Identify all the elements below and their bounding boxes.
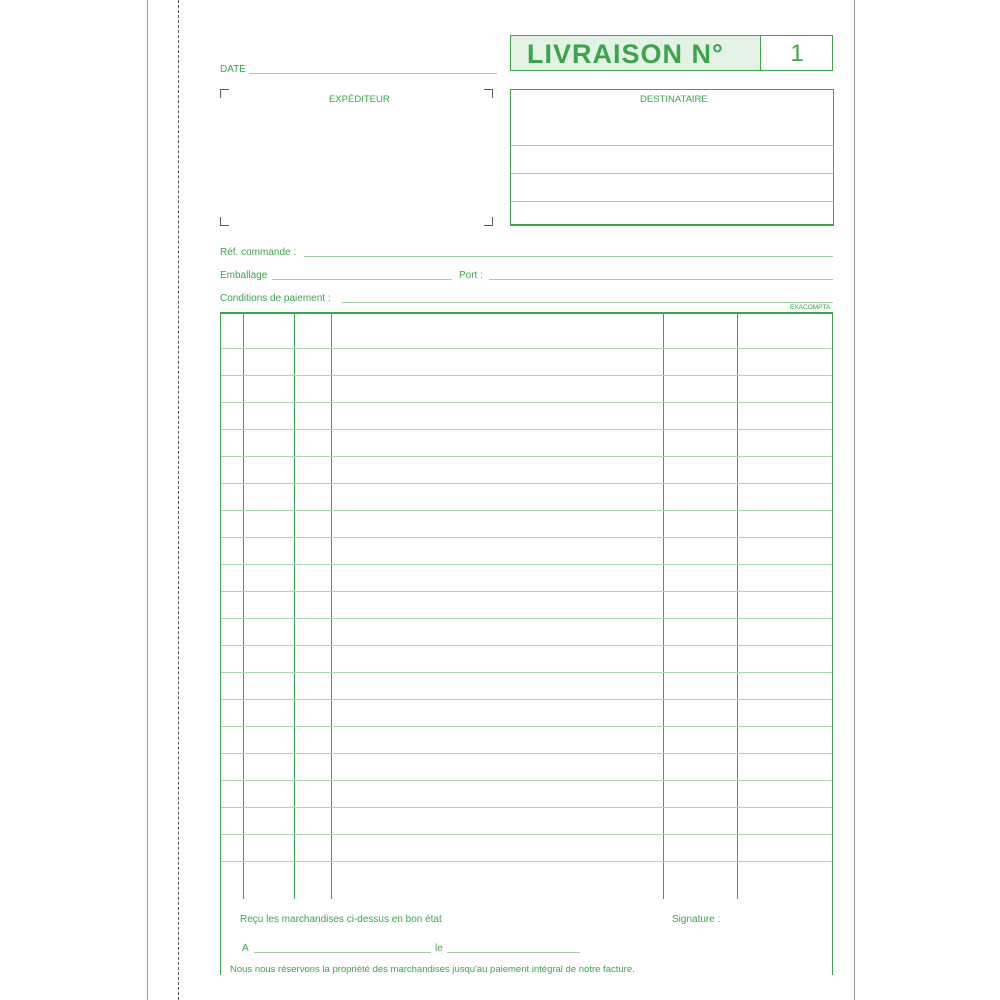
port-label: Port : — [459, 270, 483, 281]
table-row-line[interactable] — [221, 618, 832, 619]
expediteur-label: EXPÉDITEUR — [329, 94, 390, 105]
expediteur-corner-tr — [484, 89, 493, 98]
conditions-field-line[interactable] — [342, 302, 833, 303]
recu-label: Reçu les marchandises ci-dessus en bon état — [240, 914, 442, 925]
conditions-label: Conditions de paiement : — [220, 293, 331, 304]
table-row-line[interactable] — [221, 402, 832, 403]
emballage-label: Emballage — [220, 270, 268, 281]
form-title: LIVRAISON N° — [527, 39, 724, 69]
destinataire-line-2[interactable] — [511, 173, 833, 174]
table-row-line[interactable] — [221, 591, 832, 592]
le-label: le — [435, 943, 443, 954]
form-number[interactable]: 1 — [790, 40, 804, 67]
a-field-line[interactable] — [254, 952, 431, 953]
table-row-line[interactable] — [221, 807, 832, 808]
table-row-line[interactable] — [221, 726, 832, 727]
table-row-line[interactable] — [221, 699, 832, 700]
destinataire-label: DESTINATAIRE — [640, 94, 708, 105]
table-row-line[interactable] — [221, 537, 832, 538]
date-field-line[interactable] — [249, 73, 497, 74]
table-row-line[interactable] — [221, 753, 832, 754]
table-row-line[interactable] — [221, 483, 832, 484]
table-row-line[interactable] — [221, 456, 832, 457]
destinataire-line-3[interactable] — [511, 201, 833, 202]
items-table — [220, 312, 833, 897]
expediteur-corner-bl — [220, 217, 229, 226]
signature-label: Signature : — [672, 914, 721, 925]
title-box — [510, 35, 833, 71]
port-field-line[interactable] — [489, 279, 833, 280]
le-field-line[interactable] — [447, 952, 580, 953]
right-border-line — [832, 897, 833, 975]
brand-label: EXACOMPTA — [790, 304, 831, 311]
table-row-line[interactable] — [221, 348, 832, 349]
table-row-line[interactable] — [221, 510, 832, 511]
title-label-area — [511, 36, 761, 70]
emballage-field-line[interactable] — [272, 279, 452, 280]
table-row-line[interactable] — [221, 429, 832, 430]
left-border-line — [220, 897, 221, 975]
destinataire-line-1[interactable] — [511, 145, 833, 146]
a-label: A — [242, 943, 249, 954]
table-row-line[interactable] — [221, 780, 832, 781]
date-label: DATE — [220, 64, 246, 75]
footer-note: Nous nous réservons la propriété des marchandises jusqu'au paiement intégral de notre facture. — [230, 964, 635, 975]
table-row-line[interactable] — [221, 834, 832, 835]
signature-field[interactable] — [740, 905, 830, 945]
destinataire-box — [510, 89, 834, 226]
perforation-line — [178, 0, 179, 1000]
table-row-line[interactable] — [221, 861, 832, 862]
expediteur-corner-tl — [220, 89, 229, 98]
table-row-line[interactable] — [221, 672, 832, 673]
expediteur-field[interactable] — [228, 105, 484, 215]
table-row-line[interactable] — [221, 375, 832, 376]
expediteur-corner-br — [484, 217, 493, 226]
ref-commande-field-line[interactable] — [304, 256, 833, 257]
ref-commande-label: Réf. commande : — [220, 247, 297, 258]
table-row-line[interactable] — [221, 645, 832, 646]
table-row-line[interactable] — [221, 564, 832, 565]
